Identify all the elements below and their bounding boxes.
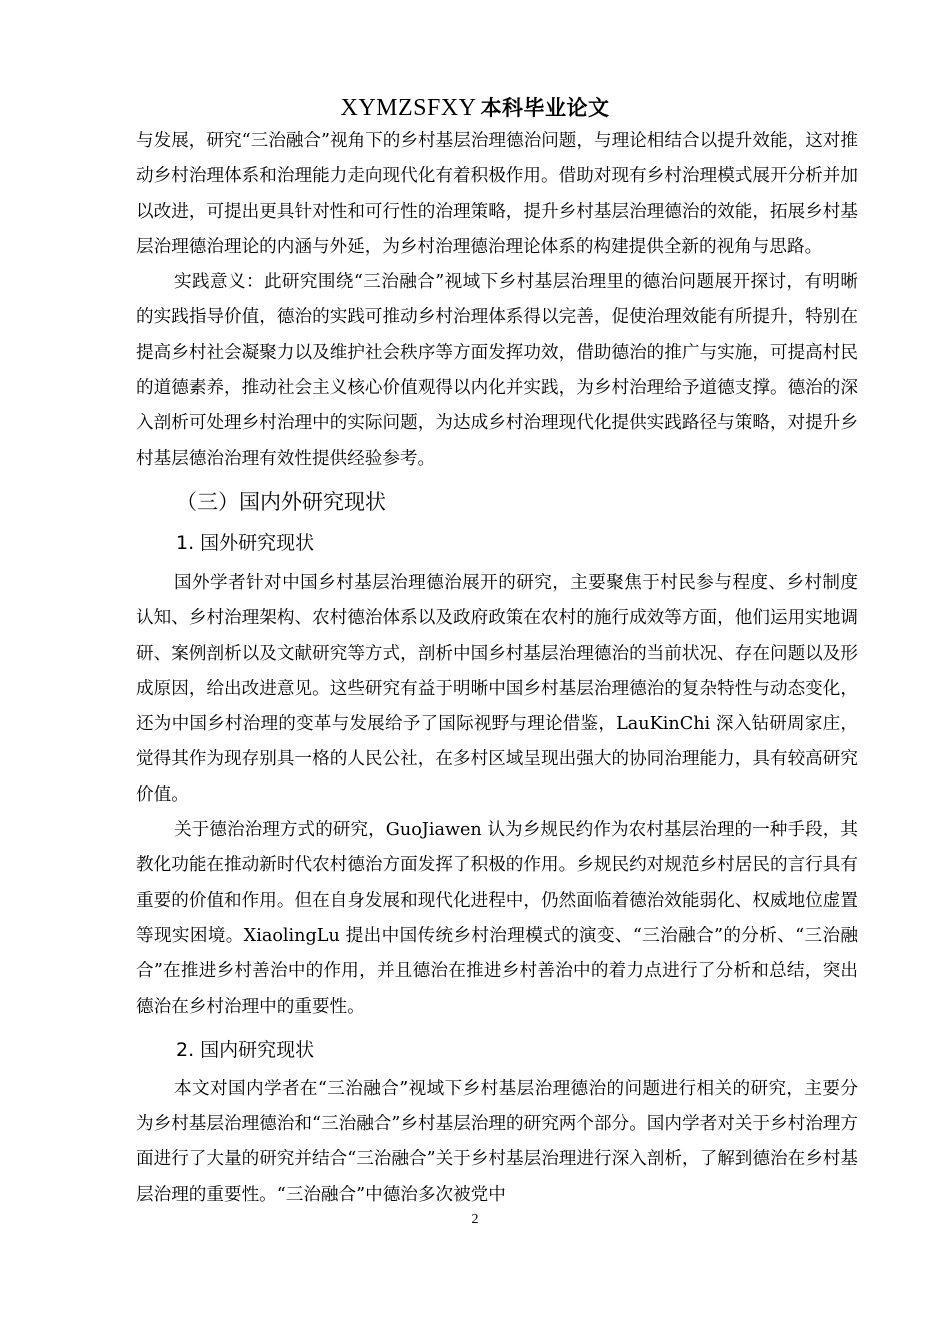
page-number: 2 bbox=[471, 1212, 479, 1227]
paragraph-foreign-research-1: 国外学者针对中国乡村基层治理德治展开的研究，主要聚焦于村民参与程度、乡村制度认知、乡村治理架构、农村德治体系以及政府政策在农村的施行成效等方面，他们运用实地调研、案例剖析以及文献研究等方式，剖析中国乡村基层治理德治的当前状况、存在问题以及形成原因，给出改进意见。这些研究有益于明晰中国乡村基层治理德治的复杂特性与动态变化，还为中国乡村治理的变革与发展给予了国际视野与理论借鉴，LauKinChi 深入钻研周家庄，觉得其作为现存别具一格的人民公社，在多村区域呈现出强大的协同治理能力，具有较高研究价值。 bbox=[136, 572, 858, 805]
paragraph-foreign-research-2: 关于德治治理方式的研究，GuoJiawen 认为乡规民约作为农村基层治理的一种手段，其教化功能在推动新时代农村德治方面发挥了积极的作用。乡规民约对规范乡村居民的言行具有重要的价值和作用。但在自身发展和现代化进程中，仍然面临着德治效能弱化、权威地位虚置等现实困境。XiaolingLu 提出中国传统乡村治理模式的演变、“三治融合”的分析、“三治融合”在推进乡村善治中的作用，并且德治在推进乡村善治中的着力点进行了分析和总结，突出德治在乡村治理中的重要性。 bbox=[136, 820, 858, 1017]
paragraph-domestic-research: 本文对国内学者在“三治融合”视域下乡村基层治理德治的问题进行相关的研究，主要分为乡村基层治理德治和“三治融合”乡村基层治理的研究两个部分。国内学者对关于乡村治理方面进行了大量的研究并结合“三治融合”关于乡村基层治理进行深入剖析，了解到德治在乡村基层治理的重要性。“三治融合”中德治多次被党中 bbox=[136, 1078, 858, 1205]
subheading-wrap-domestic bbox=[136, 1039, 858, 1061]
subheading-domestic-research: 2. 国内研究现状 bbox=[176, 1038, 315, 1061]
section-heading-research-status: （三）国内外研究现状 bbox=[176, 489, 386, 514]
section-heading-wrap bbox=[136, 490, 858, 514]
header-cn-title: 本科毕业论文 bbox=[480, 96, 610, 120]
document-body bbox=[136, 124, 858, 1213]
page-header bbox=[0, 94, 950, 122]
paragraph-practical-significance: 实践意义：此研究围绕“三治融合”视域下乡村基层治理里的德治问题展开探讨，有明晰的实践指导价值，德治的实践可推动乡村治理体系得以完善，促使治理效能有所提升，特别在提高乡村社会凝聚力以及维护社会秩序等方面发挥功效，借助德治的推广与实施，可提高村民的道德素养，推动社会主义核心价值观得以内化并实践，为乡村治理给予道德支撑。德治的深入剖析可处理乡村治理中的实际问题，为达成乡村治理现代化提供实践路径与策略，对提升乡村基层德治治理有效性提供经验参考。 bbox=[136, 272, 858, 469]
subheading-foreign-research: 1. 国外研究现状 bbox=[176, 531, 315, 554]
header-latin-title: XYMZSFXY bbox=[340, 95, 477, 121]
subheading-wrap-foreign bbox=[136, 532, 858, 554]
paragraph-theory-significance: 与发展，研究“三治融合”视角下的乡村基层治理德治问题，与理论相结合以提升效能，这对推动乡村治理体系和治理能力走向现代化有着积极作用。借助对现有乡村治理模式展开分析并加以改进，可提出更具针对性和可行性的治理策略，提升乡村基层治理德治的效能，拓展乡村基层治理德治理论的内涵与外延，为乡村治理德治理论体系的构建提供全新的视角与思路。 bbox=[136, 131, 858, 257]
